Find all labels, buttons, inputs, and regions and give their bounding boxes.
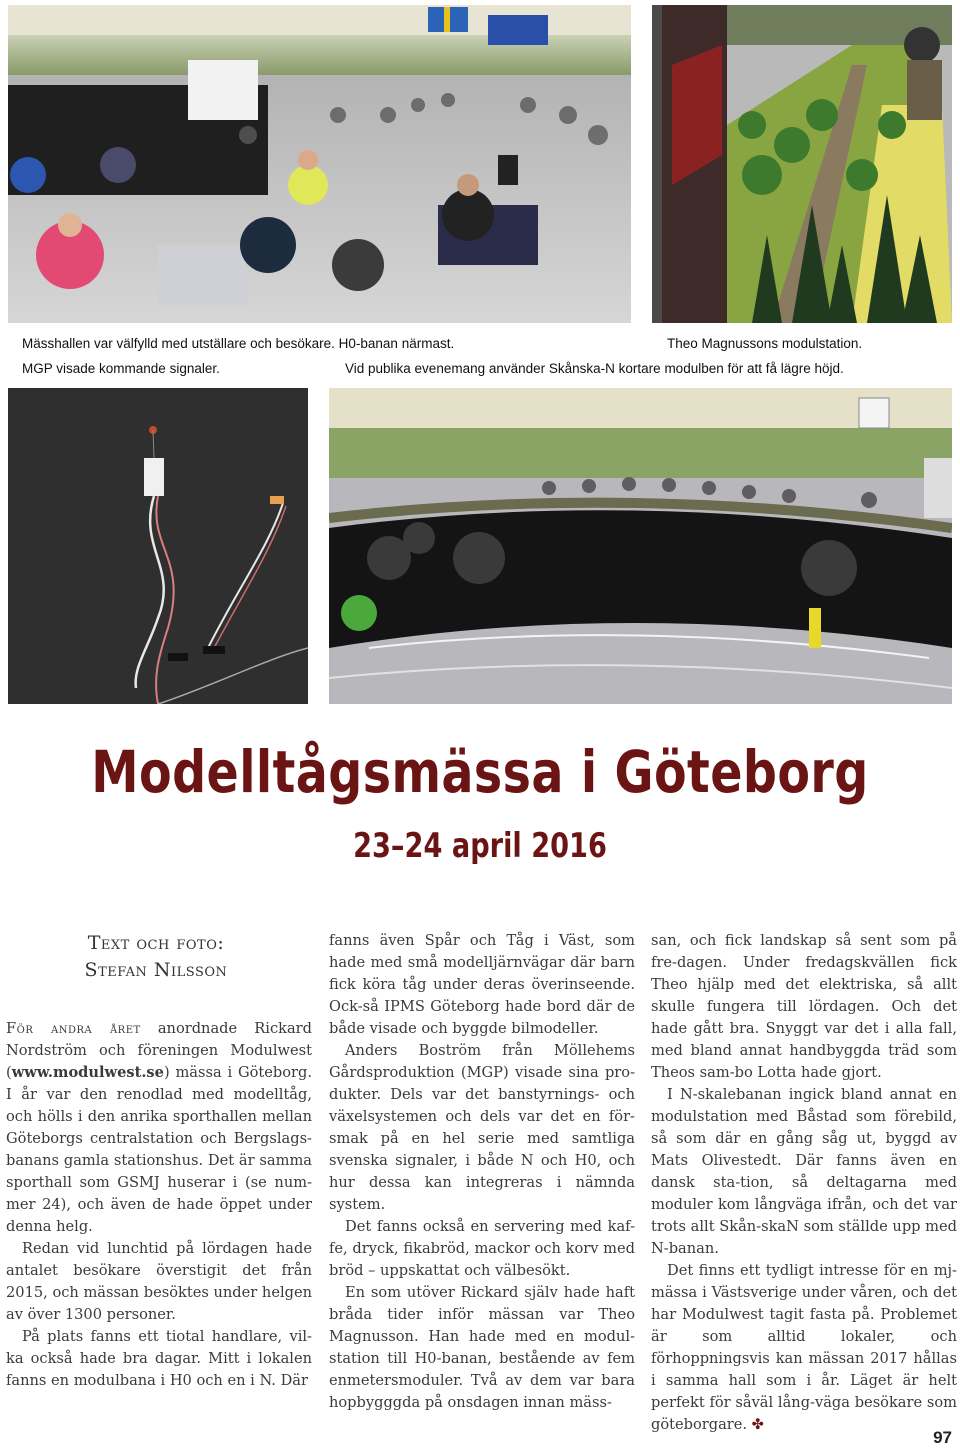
article-column-3 [651,930,957,1436]
paragraph: En som utöver Rickard själv hade haft bråda tider inför mässan var Theo Magnusson. Han hade med en modul-station till H0-banan, bestående av fem enmetersmoduler. Två av dem var bara hopbygggda på onsdagen innan mäss- [329,1284,635,1411]
website-link[interactable]: www.modulwest.se [11,1064,164,1081]
text: anordnade Rickard Nordström och föreningen Modulwest ( [6,1020,312,1081]
caption-mgp-signals: MGP visade kommande signaler. [22,361,220,376]
text: ) mässa i Göteborg. I år var den renodlad med modelltåg, och hölls i den anrika sporthallen mellan Göteborgs centralstation och Bergslags-banans gamla stationshus. Det är samma sporthall som GSMJ huserar i (se num-mer 24), och även de hade öppet under denna helg. [6,1064,312,1235]
article-date: 23–24 april 2016 [353,826,607,866]
caption-module-station: Theo Magnussons modulstation. [667,336,863,351]
photo-signal-wiring-image [8,388,308,704]
byline-label: Text och foto: [87,932,225,954]
photo-signal-wiring [8,388,308,704]
caption-exhibition-hall: Mässhallen var välfylld med utställare och besökare. H0-banan närmast. [22,336,455,351]
paragraph: Det fanns också en servering med kaf-fe, dryck, fikabröd, mackor och korv med bröd – uppskattat och välbesökt. [329,1218,635,1279]
paragraph: I N-skalebanan ingick bland annat en modulstation med Båstad som förebild, så som där en gång såg ut, byggd av Mats Olivestedt. Där fanns även en dansk sta-tion, så deltagarna med moduler kom långväga ifrån, och det var trots allt Skån-skaN som ställde upp med N-banan. [651,1086,957,1257]
photo-exhibition-hall [8,5,631,323]
paragraph: På plats fanns ett tiotal handlare, vil-ka också hade bra dagar. Mitt i lokalen fanns en modulbana i H0 och en i N. Där [6,1328,312,1389]
photo-exhibition-hall-image [8,5,631,323]
paragraph: fanns även Spår och Tåg i Väst, som hade med små modelljärnvägar där barn fick köra tåg under deras överinseende. Ock-så IPMS Göteborg hade bord där de både visade och byggde bilmodeller. [329,932,635,1037]
article-title: Modelltågsmässa i Göteborg [91,738,869,806]
end-mark-icon: ✤ [751,1416,764,1433]
lead-in: För andra året [6,1020,141,1037]
byline-author: Stefan Nilsson [84,959,228,981]
page-number: 97 [933,1428,952,1447]
photo-module-station-image [652,5,952,323]
paragraph [651,1260,957,1436]
caption-skanska-n: Vid publika evenemang använder Skånska-N kortare modulben för att få lägre höjd. [345,361,844,376]
text: Det finns ett tydligt intresse för en mj-mässa i Västsverige under våren, och det har Modulwest tagit fasta på. Problemet är som alltid lokaler, och förhoppningsvis kan mässan 2017 hållas i samma hall som i år. Läget är helt perfekt för såväl lång-väga besökare som göteborgare. [651,1262,957,1433]
photo-n-scale-layout [329,388,952,704]
byline [0,930,312,984]
article-column-2 [329,930,635,1414]
paragraph: Redan vid lunchtid på lördagen hade antalet besökare överstigit det från 2015, och mässan besöktes under helgen av över 1300 personer. [6,1240,312,1323]
article-column-1 [6,1018,312,1392]
photo-module-station [652,5,952,323]
photo-n-scale-layout-image [329,388,952,704]
paragraph [6,1018,312,1238]
paragraph: san, och fick landskap så sent som på fre-dagen. Under fredagskvällen fick Theo hjälp med det elektriska, så allt skulle fungera till lördagen. Och det hade gått bra. Snyggt var det i alla fall, med bland annat handbyggda träd som Theos sam-bo Lotta hade gjort. [651,932,957,1081]
paragraph: Anders Boström från Möllehems Gårdsproduktion (MGP) visade sina pro-dukter. Dels var det banstyrnings- och växelsystemen och dels var det en för-smak på en hel serie med samtliga svenska signaler, i både N och H0, och hur dessa kan integreras i nämnda system. [329,1042,635,1213]
